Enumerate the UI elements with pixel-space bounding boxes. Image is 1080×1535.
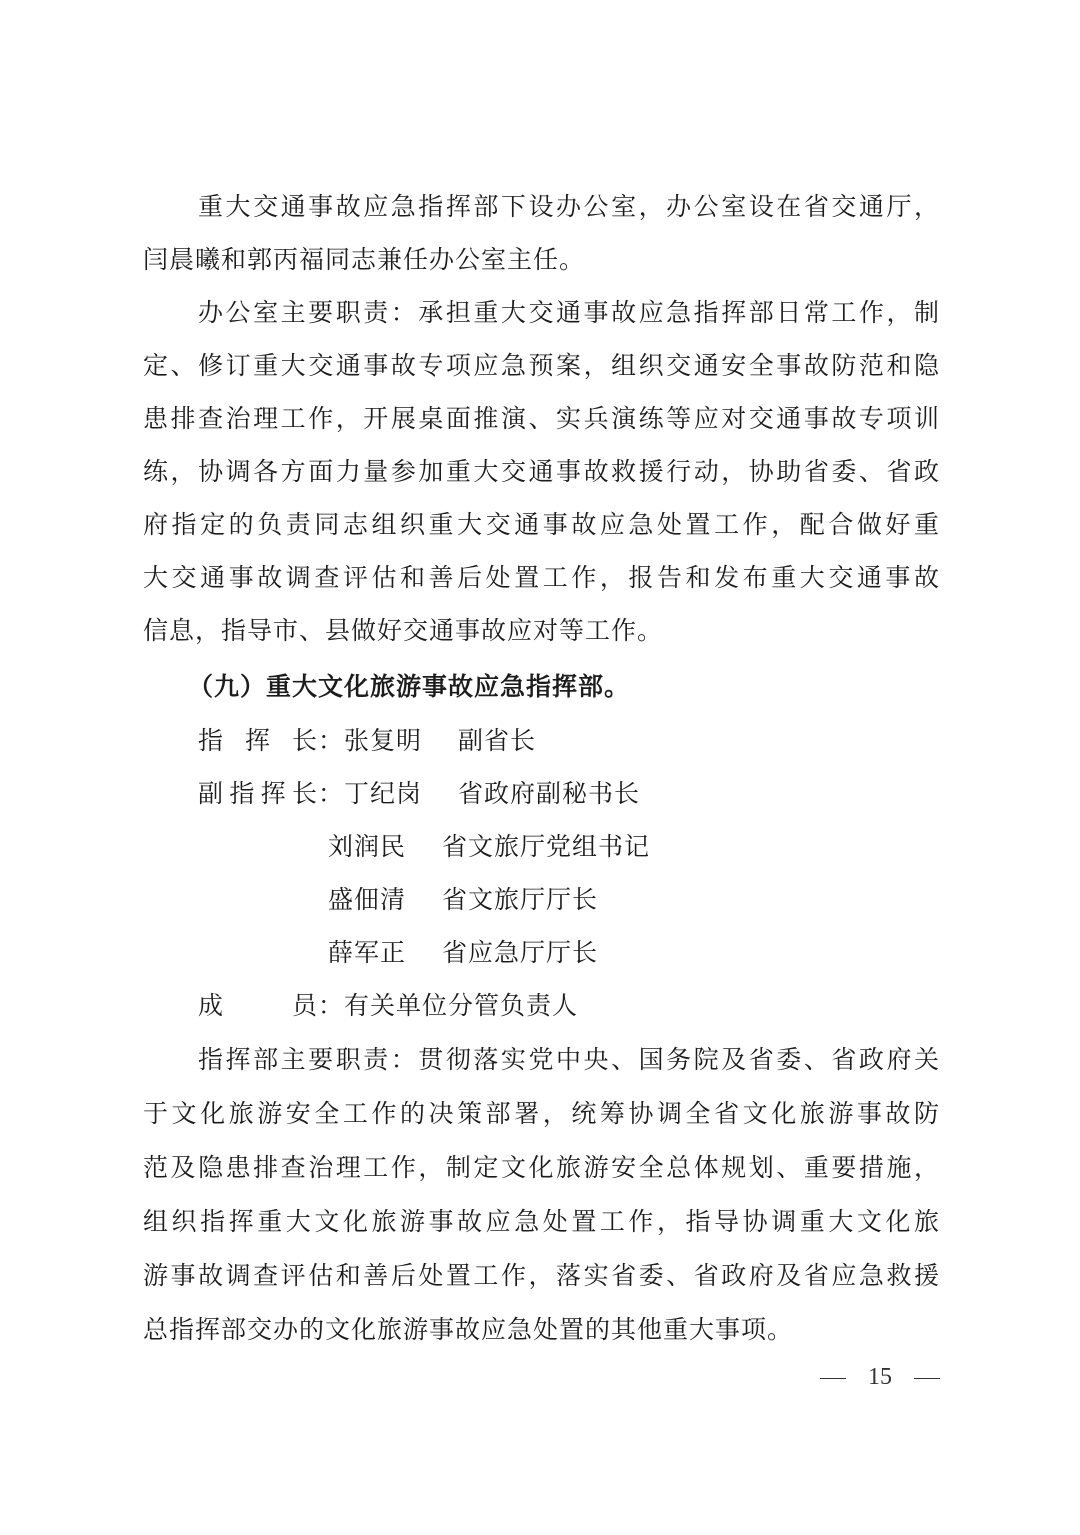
paragraph-line: 信息，指导市、县做好交通事故应对等工作。 (143, 616, 664, 645)
deputy-row (328, 883, 598, 917)
paragraph-line: 定、修订重大交通事故专项应急预案，组织交通安全事故防范和隐 (143, 351, 940, 380)
paragraph-line: 于文化旅游安全工作的决策部署，统筹协调全省文化旅游事故防 (143, 1099, 940, 1128)
dash-right (914, 1378, 940, 1379)
members-label: 成员 (198, 991, 318, 1020)
deputy-row (328, 830, 650, 864)
colon: ： (318, 991, 345, 1020)
deputy-role: 省政府副秘书长 (458, 779, 641, 808)
deputy-name: 刘润民 (328, 832, 407, 861)
deputy-role: 省文旅厅厅长 (442, 885, 599, 914)
commander-role: 副省长 (458, 726, 537, 755)
paragraph-line: 闫晨曦和郭丙福同志兼任办公室主任。 (143, 245, 586, 274)
page-number: 15 (868, 1364, 892, 1390)
colon: ： (318, 726, 345, 755)
colon: ： (318, 779, 345, 808)
commander-name: 张复明 (344, 726, 423, 755)
deputy-name: 薛军正 (328, 938, 407, 967)
paragraph-line: 游事故调查评估和善后处置工作，落实省委、省政府及省应急救援 (143, 1261, 940, 1290)
page-number-footer (820, 1362, 940, 1392)
paragraph-line: 范及隐患排查治理工作，制定文化旅游安全总体规划、重要措施， (143, 1153, 940, 1182)
deputy-name: 盛佃清 (328, 885, 407, 914)
paragraph-line: 办公室主要职责：承担重大交通事故应急指挥部日常工作，制 (198, 298, 940, 327)
paragraph-line: 府指定的负责同志组织重大交通事故应急处置工作，配合做好重 (143, 510, 940, 539)
members-row (198, 989, 578, 1023)
paragraph-line: 重大交通事故应急指挥部下设办公室，办公室设在省交通厅， (198, 192, 940, 221)
commander-label: 指挥长 (198, 726, 318, 755)
paragraph-line: 指挥部主要职责：贯彻落实党中央、国务院及省委、省政府关 (198, 1045, 940, 1074)
paragraph-line: 练，协调各方面力量参加重大交通事故救援行动，协助省委、省政 (143, 457, 940, 486)
deputy-label: 副指挥长 (198, 779, 318, 808)
deputy-row (198, 777, 640, 811)
paragraph-line: 大交通事故调查评估和善后处置工作，报告和发布重大交通事故 (143, 563, 940, 592)
deputy-name: 丁纪岗 (344, 779, 423, 808)
paragraph-line: 总指挥部交办的文化旅游事故应急处置的其他重大事项。 (143, 1315, 794, 1344)
deputy-role: 省文旅厅党组书记 (442, 832, 651, 861)
section-heading: （九）重大文化旅游事故应急指挥部。 (188, 672, 631, 701)
paragraph-line: 患排查治理工作，开展桌面推演、实兵演练等应对交通事故专项训 (143, 404, 940, 433)
deputy-row (328, 936, 598, 970)
paragraph-line: 组织指挥重大文化旅游事故应急处置工作，指导协调重大文化旅 (143, 1207, 940, 1236)
commander-row (198, 724, 536, 758)
deputy-role: 省应急厅厅长 (442, 938, 599, 967)
dash-left (820, 1378, 846, 1379)
members-value: 有关单位分管负责人 (344, 991, 579, 1020)
